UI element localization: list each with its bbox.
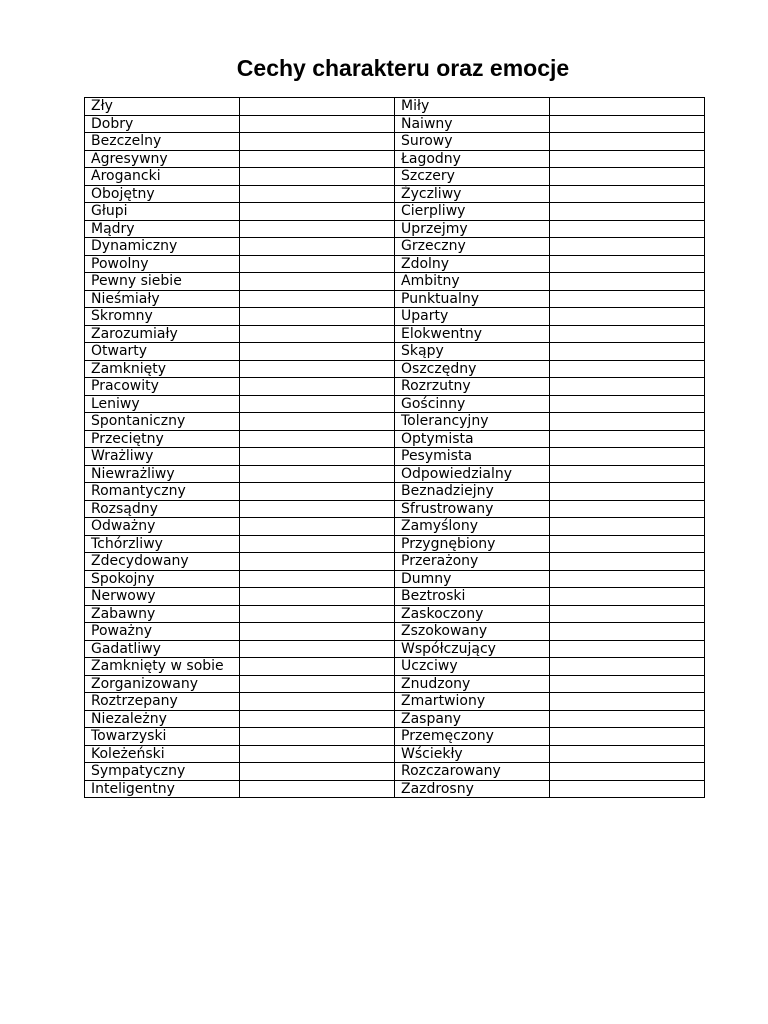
trait-cell-right: Ambitny [395, 273, 550, 291]
blank-cell [550, 220, 705, 238]
blank-cell [550, 640, 705, 658]
table-row [85, 308, 705, 326]
table-row [85, 378, 705, 396]
blank-cell [550, 115, 705, 133]
table-row [85, 623, 705, 641]
trait-cell-left: Zamknięty [85, 360, 240, 378]
trait-cell-right: Punktualny [395, 290, 550, 308]
trait-cell-left: Spontaniczny [85, 413, 240, 431]
trait-cell-left: Zły [85, 98, 240, 116]
blank-cell [240, 483, 395, 501]
blank-cell [240, 780, 395, 798]
blank-cell [550, 448, 705, 466]
blank-cell [240, 465, 395, 483]
trait-cell-left: Głupi [85, 203, 240, 221]
blank-cell [550, 133, 705, 151]
blank-cell [240, 360, 395, 378]
traits-table [84, 97, 705, 798]
trait-cell-right: Zamyślony [395, 518, 550, 536]
table-row [85, 203, 705, 221]
table-row [85, 465, 705, 483]
trait-cell-left: Koleżeński [85, 745, 240, 763]
blank-cell [240, 675, 395, 693]
blank-cell [240, 535, 395, 553]
trait-cell-left: Rozsądny [85, 500, 240, 518]
table-row [85, 290, 705, 308]
blank-cell [240, 745, 395, 763]
blank-cell [240, 605, 395, 623]
table-row [85, 150, 705, 168]
trait-cell-left: Powolny [85, 255, 240, 273]
table-row [85, 535, 705, 553]
blank-cell [240, 430, 395, 448]
blank-cell [550, 745, 705, 763]
table-row [85, 588, 705, 606]
table-row [85, 115, 705, 133]
blank-cell [240, 500, 395, 518]
blank-cell [240, 343, 395, 361]
blank-cell [240, 133, 395, 151]
trait-cell-left: Spokojny [85, 570, 240, 588]
table-row [85, 395, 705, 413]
trait-cell-right: Rozczarowany [395, 763, 550, 781]
trait-cell-right: Surowy [395, 133, 550, 151]
table-row [85, 570, 705, 588]
trait-cell-right: Beznadziejny [395, 483, 550, 501]
blank-cell [550, 728, 705, 746]
blank-cell [550, 98, 705, 116]
trait-cell-left: Zabawny [85, 605, 240, 623]
trait-cell-right: Wściekły [395, 745, 550, 763]
trait-cell-right: Elokwentny [395, 325, 550, 343]
trait-cell-right: Grzeczny [395, 238, 550, 256]
trait-cell-right: Współczujący [395, 640, 550, 658]
trait-cell-left: Poważny [85, 623, 240, 641]
blank-cell [240, 98, 395, 116]
blank-cell [550, 290, 705, 308]
trait-cell-right: Zszokowany [395, 623, 550, 641]
blank-cell [550, 395, 705, 413]
table-row [85, 273, 705, 291]
trait-cell-right: Znudzony [395, 675, 550, 693]
blank-cell [550, 430, 705, 448]
blank-cell [240, 238, 395, 256]
blank-cell [550, 238, 705, 256]
trait-cell-left: Zarozumiały [85, 325, 240, 343]
blank-cell [240, 325, 395, 343]
trait-cell-left: Nerwowy [85, 588, 240, 606]
blank-cell [550, 763, 705, 781]
blank-cell [550, 535, 705, 553]
blank-cell [240, 413, 395, 431]
blank-cell [550, 693, 705, 711]
blank-cell [550, 675, 705, 693]
table-row [85, 413, 705, 431]
blank-cell [550, 255, 705, 273]
trait-cell-left: Dynamiczny [85, 238, 240, 256]
trait-cell-left: Agresywny [85, 150, 240, 168]
trait-cell-left: Leniwy [85, 395, 240, 413]
blank-cell [240, 623, 395, 641]
trait-cell-right: Zmartwiony [395, 693, 550, 711]
trait-cell-left: Dobry [85, 115, 240, 133]
trait-cell-left: Zorganizowany [85, 675, 240, 693]
trait-cell-left: Zdecydowany [85, 553, 240, 571]
blank-cell [550, 360, 705, 378]
table-row [85, 220, 705, 238]
blank-cell [240, 588, 395, 606]
trait-cell-right: Gościnny [395, 395, 550, 413]
blank-cell [240, 378, 395, 396]
table-row [85, 255, 705, 273]
blank-cell [240, 640, 395, 658]
blank-cell [240, 185, 395, 203]
table-row [85, 710, 705, 728]
trait-cell-left: Niewrażliwy [85, 465, 240, 483]
blank-cell [550, 553, 705, 571]
trait-cell-left: Pewny siebie [85, 273, 240, 291]
trait-cell-right: Optymista [395, 430, 550, 448]
blank-cell [550, 325, 705, 343]
trait-cell-right: Naiwny [395, 115, 550, 133]
trait-cell-left: Skromny [85, 308, 240, 326]
blank-cell [550, 518, 705, 536]
table-row [85, 168, 705, 186]
blank-cell [240, 168, 395, 186]
blank-cell [240, 220, 395, 238]
blank-cell [550, 308, 705, 326]
trait-cell-left: Mądry [85, 220, 240, 238]
trait-cell-left: Sympatyczny [85, 763, 240, 781]
blank-cell [550, 483, 705, 501]
trait-cell-right: Miły [395, 98, 550, 116]
trait-cell-right: Łagodny [395, 150, 550, 168]
trait-cell-left: Romantyczny [85, 483, 240, 501]
blank-cell [550, 168, 705, 186]
trait-cell-left: Pracowity [85, 378, 240, 396]
trait-cell-left: Towarzyski [85, 728, 240, 746]
blank-cell [550, 588, 705, 606]
blank-cell [240, 255, 395, 273]
blank-cell [240, 395, 395, 413]
blank-cell [240, 290, 395, 308]
trait-cell-right: Uczciwy [395, 658, 550, 676]
trait-cell-right: Przerażony [395, 553, 550, 571]
table-row [85, 360, 705, 378]
trait-cell-left: Gadatliwy [85, 640, 240, 658]
table-row [85, 343, 705, 361]
blank-cell [550, 500, 705, 518]
trait-cell-right: Uparty [395, 308, 550, 326]
blank-cell [240, 693, 395, 711]
trait-cell-left: Nieśmiały [85, 290, 240, 308]
table-row [85, 133, 705, 151]
trait-cell-right: Zaskoczony [395, 605, 550, 623]
trait-cell-right: Oszczędny [395, 360, 550, 378]
table-row [85, 605, 705, 623]
trait-cell-left: Inteligentny [85, 780, 240, 798]
table-row [85, 745, 705, 763]
table-row [85, 763, 705, 781]
trait-cell-right: Uprzejmy [395, 220, 550, 238]
blank-cell [240, 150, 395, 168]
blank-cell [550, 413, 705, 431]
blank-cell [550, 378, 705, 396]
blank-cell [550, 780, 705, 798]
page-title: Cechy charakteru oraz emocje [236, 55, 570, 81]
traits-table-body [85, 98, 705, 798]
blank-cell [550, 185, 705, 203]
trait-cell-right: Tolerancyjny [395, 413, 550, 431]
trait-cell-right: Odpowiedzialny [395, 465, 550, 483]
blank-cell [240, 658, 395, 676]
blank-cell [550, 203, 705, 221]
trait-cell-right: Skąpy [395, 343, 550, 361]
blank-cell [550, 343, 705, 361]
table-row [85, 640, 705, 658]
trait-cell-left: Niezależny [85, 710, 240, 728]
trait-cell-left: Tchórzliwy [85, 535, 240, 553]
blank-cell [240, 308, 395, 326]
trait-cell-left: Roztrzepany [85, 693, 240, 711]
trait-cell-left: Odważny [85, 518, 240, 536]
trait-cell-right: Życzliwy [395, 185, 550, 203]
blank-cell [550, 658, 705, 676]
table-row [85, 675, 705, 693]
blank-cell [240, 728, 395, 746]
trait-cell-left: Zamknięty w sobie [85, 658, 240, 676]
blank-cell [550, 150, 705, 168]
table-row [85, 693, 705, 711]
trait-cell-right: Sfrustrowany [395, 500, 550, 518]
trait-cell-right: Pesymista [395, 448, 550, 466]
table-row [85, 185, 705, 203]
trait-cell-left: Arogancki [85, 168, 240, 186]
blank-cell [240, 448, 395, 466]
blank-cell [550, 605, 705, 623]
trait-cell-right: Zazdrosny [395, 780, 550, 798]
blank-cell [550, 465, 705, 483]
blank-cell [550, 570, 705, 588]
blank-cell [550, 623, 705, 641]
table-row [85, 483, 705, 501]
trait-cell-right: Cierpliwy [395, 203, 550, 221]
trait-cell-left: Otwarty [85, 343, 240, 361]
table-row [85, 448, 705, 466]
blank-cell [240, 203, 395, 221]
blank-cell [240, 710, 395, 728]
table-row [85, 518, 705, 536]
trait-cell-right: Beztroski [395, 588, 550, 606]
blank-cell [240, 553, 395, 571]
trait-cell-right: Rozrzutny [395, 378, 550, 396]
table-row [85, 98, 705, 116]
trait-cell-right: Szczery [395, 168, 550, 186]
blank-cell [240, 273, 395, 291]
trait-cell-right: Dumny [395, 570, 550, 588]
blank-cell [550, 710, 705, 728]
trait-cell-left: Bezczelny [85, 133, 240, 151]
trait-cell-right: Zdolny [395, 255, 550, 273]
table-row [85, 553, 705, 571]
table-row [85, 325, 705, 343]
table-row [85, 238, 705, 256]
table-row [85, 780, 705, 798]
trait-cell-left: Wrażliwy [85, 448, 240, 466]
trait-cell-right: Zaspany [395, 710, 550, 728]
table-row [85, 430, 705, 448]
table-row [85, 658, 705, 676]
blank-cell [550, 273, 705, 291]
trait-cell-left: Przeciętny [85, 430, 240, 448]
trait-cell-left: Obojętny [85, 185, 240, 203]
table-row [85, 500, 705, 518]
trait-cell-right: Przygnębiony [395, 535, 550, 553]
blank-cell [240, 518, 395, 536]
blank-cell [240, 570, 395, 588]
trait-cell-right: Przemęczony [395, 728, 550, 746]
blank-cell [240, 115, 395, 133]
blank-cell [240, 763, 395, 781]
table-row [85, 728, 705, 746]
